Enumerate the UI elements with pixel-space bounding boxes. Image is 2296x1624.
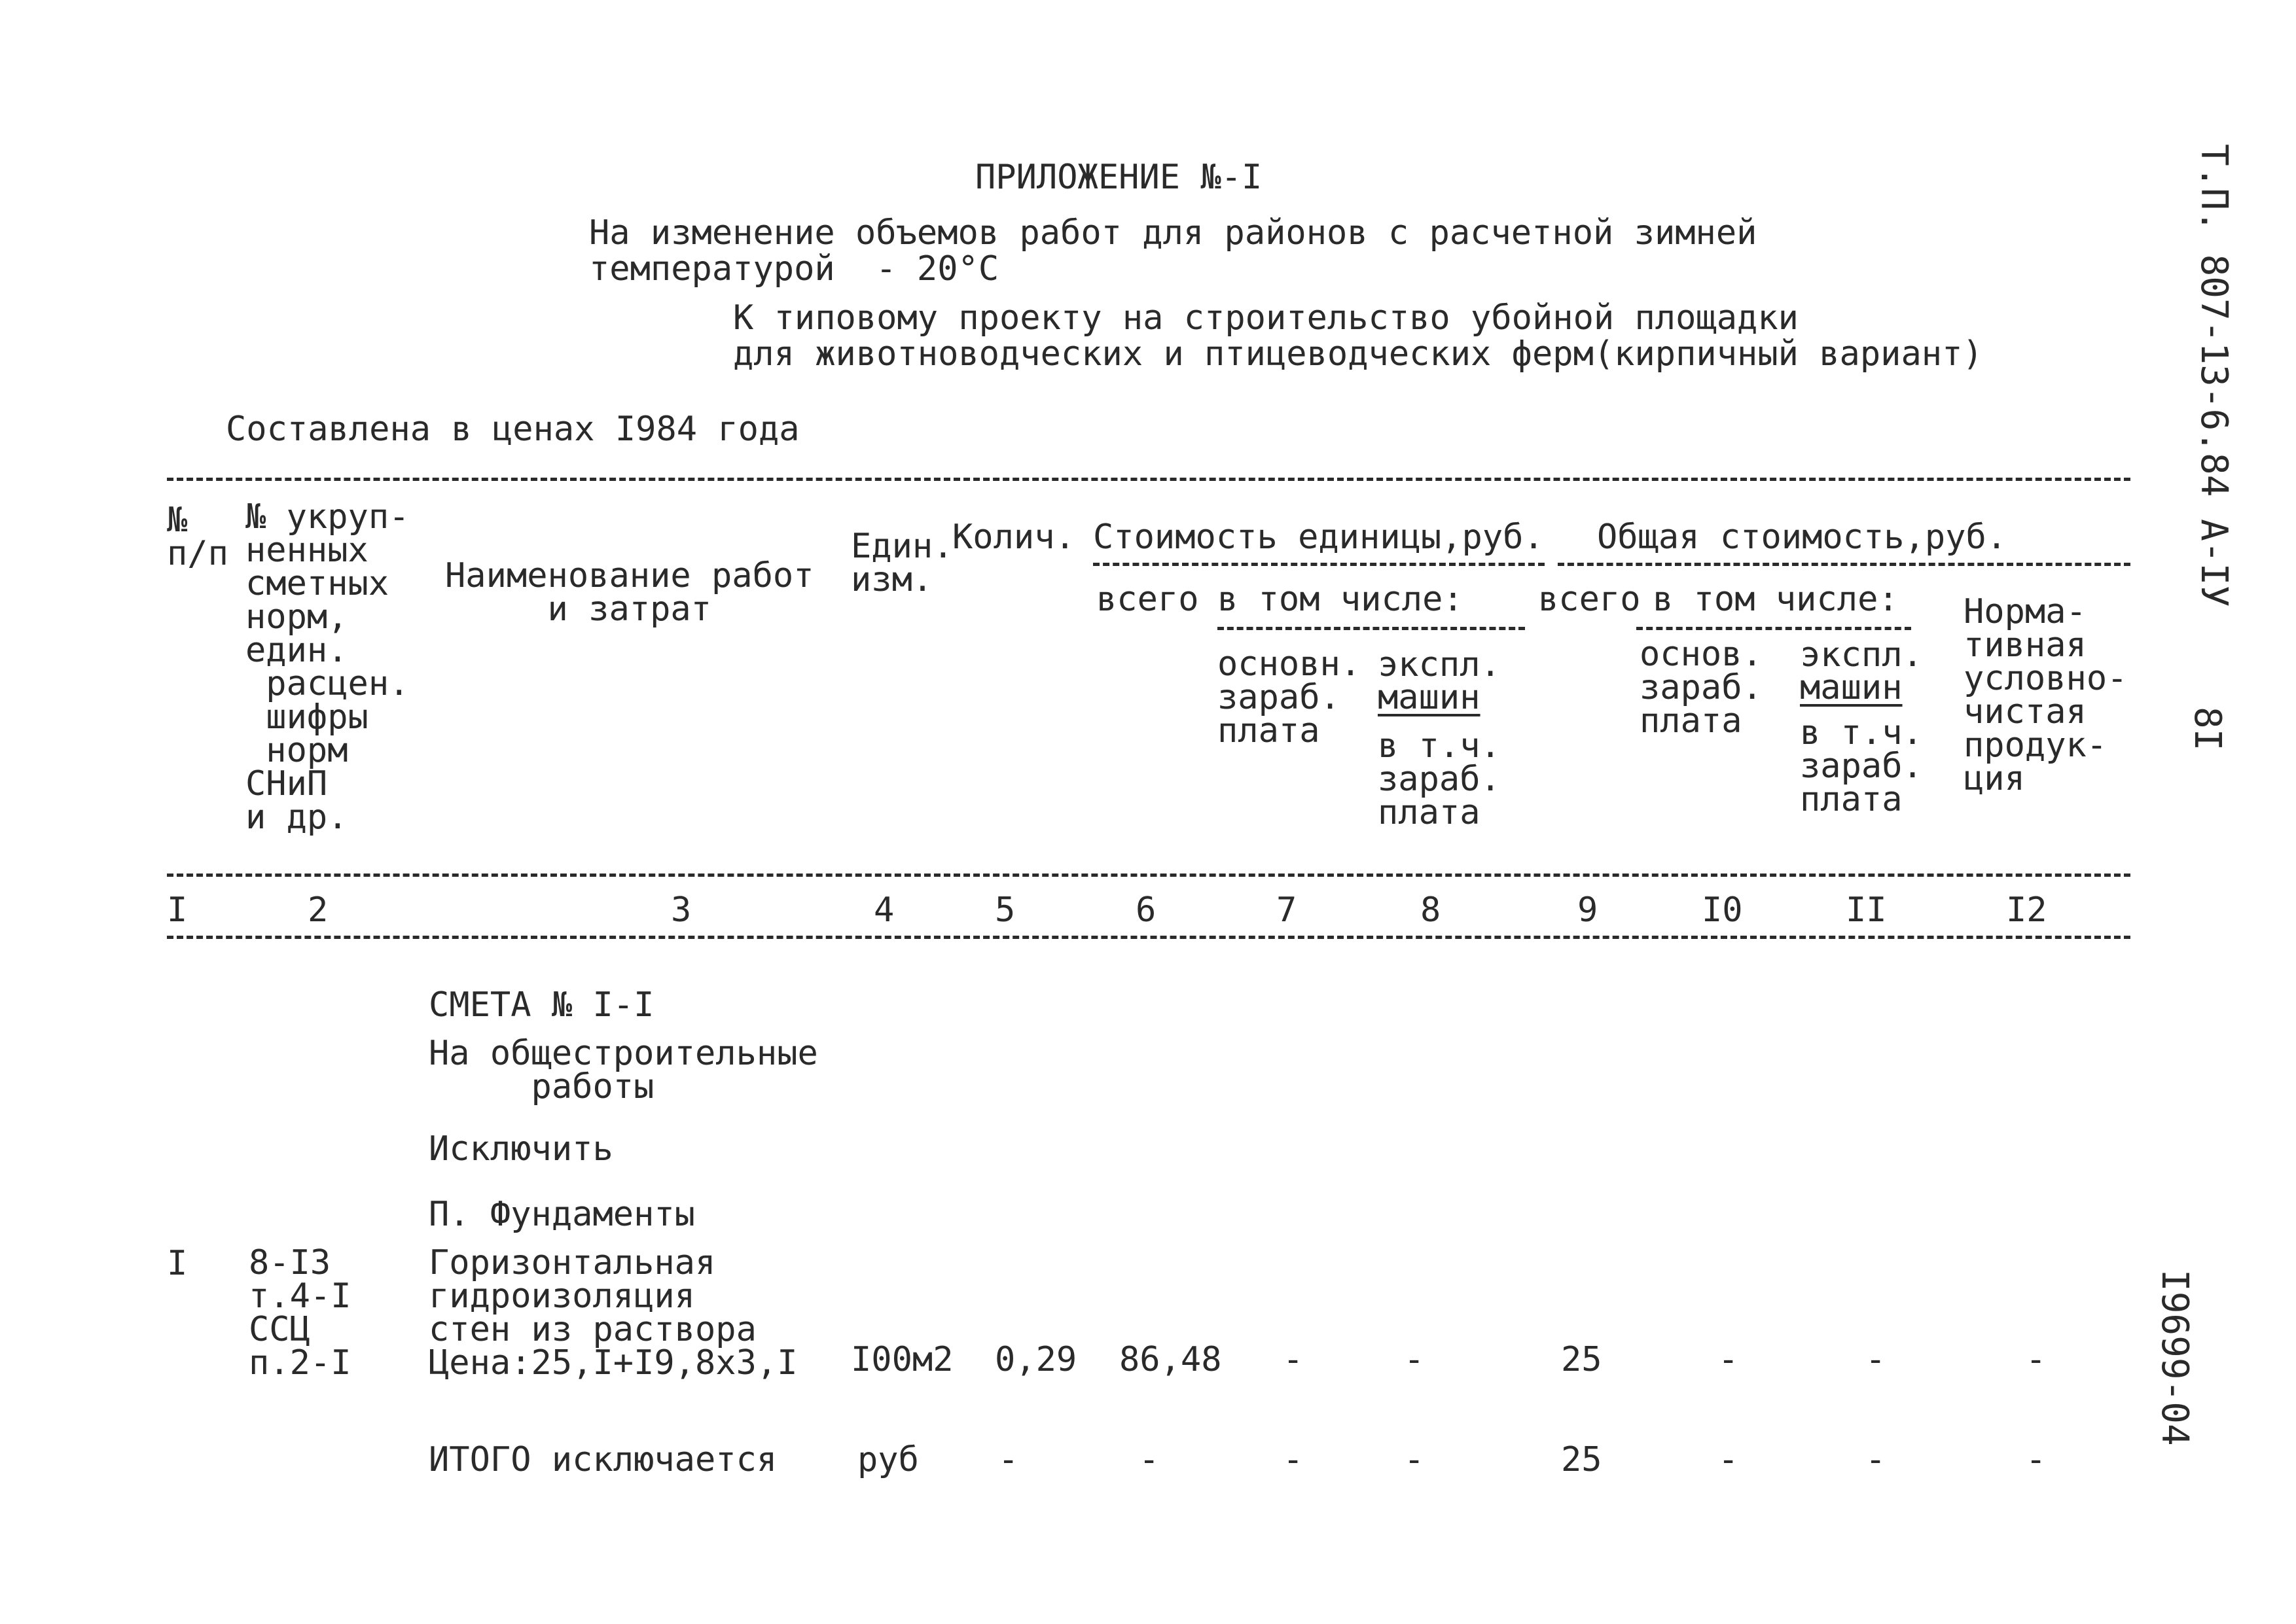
column-number: 3 xyxy=(671,891,692,930)
column-number: 8 xyxy=(1420,891,1441,930)
smeta-title: СМЕТА № I-I xyxy=(429,985,655,1025)
row-name: Горизонтальная гидроизоляция стен из раствора Цена:25,I+I9,8х3,I xyxy=(429,1243,798,1383)
total-total: 25 xyxy=(1561,1440,1602,1479)
column-number: 7 xyxy=(1276,891,1297,930)
rule-numbers-bottom xyxy=(167,936,2130,939)
rule-header-bottom xyxy=(167,874,2130,877)
total-total-wage: - xyxy=(1718,1440,1739,1479)
unit-total-header: всего xyxy=(1096,580,1199,619)
project-line1: К типовому проекту на строительство убойной площадки xyxy=(733,298,1799,338)
exclude-label: Исключить xyxy=(429,1129,613,1169)
subtitle-line1: На изменение объемов работ для районов с расчетной зимней xyxy=(589,213,1757,253)
rule-total-cost-group xyxy=(1558,563,2130,566)
col-header-4: Един. изм. xyxy=(851,527,954,599)
col-header-3: Наименование работ и затрат xyxy=(445,556,814,629)
rule-unit-cost-group xyxy=(1093,563,1545,566)
total-unit-wage: - xyxy=(1283,1440,1304,1479)
total-total-mach: - xyxy=(1865,1440,1886,1479)
column-number: 2 xyxy=(308,891,329,930)
column-number: I xyxy=(167,891,188,930)
column-number: I0 xyxy=(1702,891,1743,930)
appendix-title: ПРИЛОЖЕНИЕ №-I xyxy=(975,158,1263,197)
column-number: 5 xyxy=(995,891,1016,930)
row-unit-wage: - xyxy=(1283,1340,1304,1379)
rule-total-incl xyxy=(1636,627,1911,630)
unit-cost-group-header: Стоимость единицы,руб. xyxy=(1093,518,1544,557)
row-unit-total: 86,48 xyxy=(1119,1340,1222,1379)
total-unit: руб xyxy=(857,1440,919,1479)
total-unit-total: - xyxy=(1139,1440,1160,1479)
total-total-header: всего xyxy=(1538,580,1641,619)
col-header-5: Колич. xyxy=(952,518,1075,557)
prices-note: Составлена в ценах I984 года xyxy=(226,410,800,449)
total-label: ИТОГО исключается xyxy=(429,1440,778,1479)
column-number: 6 xyxy=(1136,891,1157,930)
doc-code: Т.П. 807-13-6.84 А-IУ xyxy=(2193,144,2235,608)
total-unit-mach: - xyxy=(1404,1440,1425,1479)
col-header-2: № укруп- ненных сметных норм, един. расцен. шифры норм СНиП и др. xyxy=(245,497,410,837)
section-title: П. Фундаменты xyxy=(429,1195,695,1234)
col-header-1: № п/п xyxy=(167,501,228,573)
row-normative: - xyxy=(2026,1340,2047,1379)
project-line2: для животноводческих и птицеводческих ферм(кирпичный вариант) xyxy=(733,334,1983,374)
col-header-12: Норма- тивная условно- чистая продук- ция xyxy=(1964,592,2128,798)
column-number: II xyxy=(1846,891,1887,930)
col-header-8-mid: машин xyxy=(1378,678,1480,717)
col-header-8-top: экспл. xyxy=(1378,645,1501,684)
column-number: 4 xyxy=(874,891,895,930)
bottom-code: I9699-04 xyxy=(2153,1269,2196,1446)
smeta-subtitle: На общестроительные работы xyxy=(429,1034,818,1106)
total-qty: - xyxy=(998,1440,1019,1479)
total-incl-header: в том числе: xyxy=(1653,580,1899,619)
subtitle-line2: температурой - 20°С xyxy=(589,249,999,289)
column-number: I2 xyxy=(2006,891,2047,930)
col-header-11-top: экспл. xyxy=(1800,635,1923,675)
total-cost-group-header: Общая стоимость,руб. xyxy=(1597,518,2007,557)
total-normative: - xyxy=(2026,1440,2047,1479)
row-total: 25 xyxy=(1561,1340,1602,1379)
rule-top xyxy=(167,478,2130,481)
page-number: 8I xyxy=(2186,707,2229,751)
row-code: 8-I3 т.4-I ССЦ п.2-I xyxy=(249,1243,351,1383)
col-header-11-mid: машин xyxy=(1800,668,1903,707)
row-unit: I00м2 xyxy=(851,1340,954,1379)
column-number: 9 xyxy=(1577,891,1598,930)
rule-unit-incl xyxy=(1217,627,1525,630)
col-header-11-bot: в т.ч. зараб. плата xyxy=(1800,713,1923,819)
row-total-mach: - xyxy=(1865,1340,1886,1379)
unit-incl-header: в том числе: xyxy=(1217,580,1463,619)
row-total-wage: - xyxy=(1718,1340,1739,1379)
row-qty: 0,29 xyxy=(995,1340,1077,1379)
row-number: I xyxy=(167,1244,188,1283)
row-unit-mach: - xyxy=(1404,1340,1425,1379)
col-header-8-bot: в т.ч. зараб. плата xyxy=(1378,726,1501,832)
col-header-7: основн. зараб. плата xyxy=(1217,644,1361,750)
col-header-10: основ. зараб. плата xyxy=(1640,635,1763,741)
